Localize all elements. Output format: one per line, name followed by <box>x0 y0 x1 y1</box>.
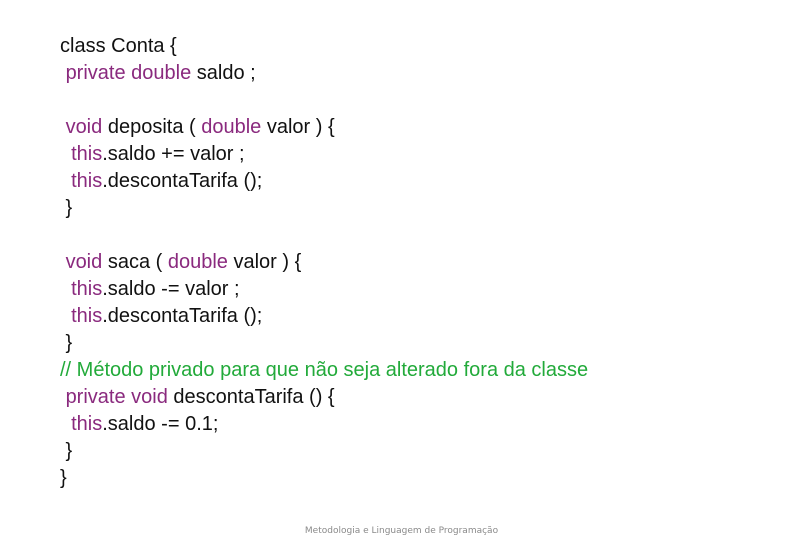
code-keyword: private void <box>65 386 168 408</box>
code-line <box>60 357 780 384</box>
code-text: } <box>60 440 73 462</box>
code-line <box>60 384 780 411</box>
code-text: Conta { <box>105 35 177 57</box>
code-block <box>60 33 780 492</box>
code-text: } <box>60 467 67 489</box>
code-line <box>60 222 780 249</box>
code-text: saldo ; <box>191 62 256 84</box>
code-line <box>60 168 780 195</box>
code-text: .descontaTarifa (); <box>102 170 263 192</box>
code-text <box>60 278 71 300</box>
code-keyword: private double <box>65 62 192 84</box>
code-text: .saldo -= valor ; <box>102 278 240 300</box>
code-line <box>60 114 780 141</box>
code-text <box>60 413 71 435</box>
code-comment: // Método privado para que não seja alterado fora da classe <box>60 359 589 381</box>
code-text: } <box>60 332 73 354</box>
slide-footer: Metodologia e Linguagem de Programação <box>304 526 499 536</box>
code-text <box>60 170 71 192</box>
code-text: } <box>60 197 73 219</box>
code-keyword: this <box>71 170 103 192</box>
code-line <box>60 87 780 114</box>
code-text: .saldo -= 0.1; <box>102 413 219 435</box>
code-line <box>60 411 780 438</box>
code-keyword: void <box>65 116 103 138</box>
code-text: .saldo += valor ; <box>102 143 245 165</box>
code-text: deposita ( <box>102 116 202 138</box>
code-text: descontaTarifa () { <box>167 386 335 408</box>
code-line <box>60 141 780 168</box>
code-keyword: void <box>65 251 103 273</box>
code-keyword: this <box>71 305 103 327</box>
code-line <box>60 465 780 492</box>
code-keyword: double <box>201 116 262 138</box>
code-keyword: double <box>167 251 228 273</box>
code-line <box>60 60 780 87</box>
code-text: .descontaTarifa (); <box>102 305 263 327</box>
code-line <box>60 330 780 357</box>
code-keyword: this <box>71 278 103 300</box>
code-keyword: this <box>71 143 103 165</box>
code-line <box>60 249 780 276</box>
code-line <box>60 195 780 222</box>
code-keyword: this <box>71 413 103 435</box>
code-text <box>60 143 71 165</box>
code-text <box>60 305 71 327</box>
code-line <box>60 303 780 330</box>
code-text: saca ( <box>102 251 168 273</box>
code-text: valor ) { <box>227 251 302 273</box>
code-line <box>60 276 780 303</box>
code-line <box>60 33 780 60</box>
code-text: class <box>60 35 106 57</box>
code-line <box>60 438 780 465</box>
code-text: valor ) { <box>261 116 335 138</box>
